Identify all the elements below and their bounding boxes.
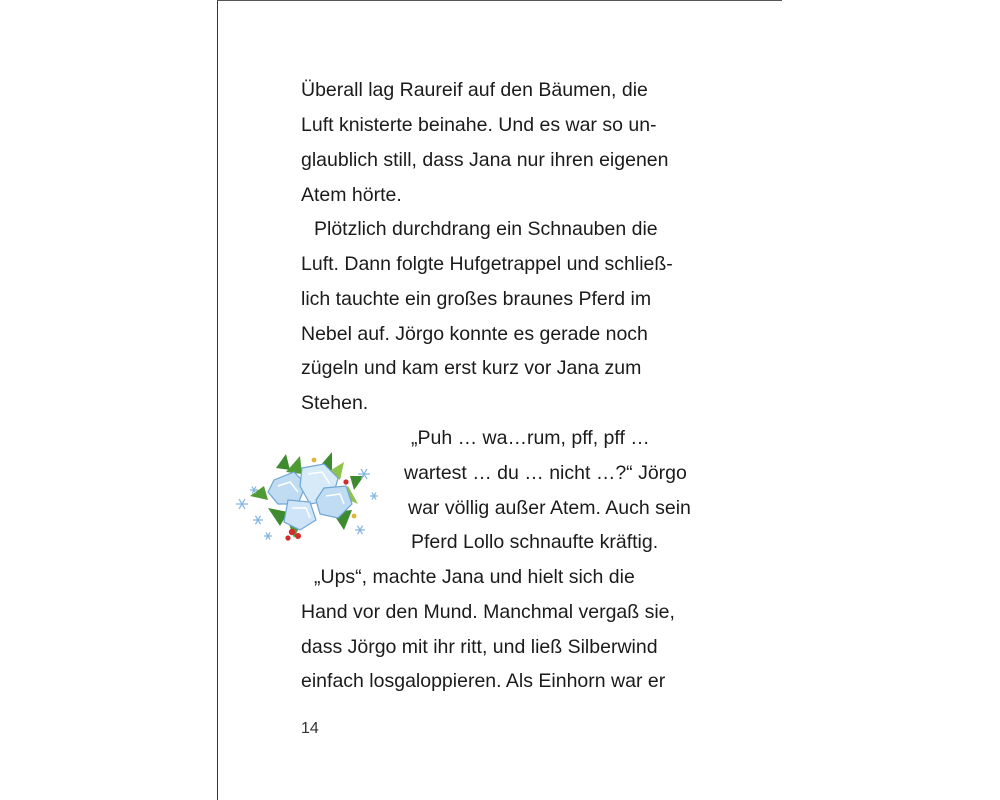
- text-line: wartest … du … nicht …?“ Jörgo: [404, 462, 687, 484]
- text-line: Luft. Dann folgte Hufgetrappel und schließ-: [301, 253, 673, 275]
- text-line: war völlig außer Atem. Auch sein: [408, 497, 691, 519]
- text-line: dass Jörgo mit ihr ritt, und ließ Silberwind: [301, 636, 658, 658]
- page-top-edge: [217, 0, 782, 1]
- text-line: „Puh … wa…rum, pff, pff …: [411, 427, 650, 449]
- page-left-edge: [217, 0, 218, 800]
- text-line: „Ups“, machte Jana und hielt sich die: [314, 566, 635, 588]
- text-line: lich tauchte ein großes braunes Pferd im: [301, 288, 652, 310]
- page-number: 14: [301, 720, 319, 737]
- text-line: Atem hörte.: [301, 184, 402, 206]
- text-line: zügeln und kam erst kurz vor Jana zum: [301, 357, 642, 379]
- text-line: Stehen.: [301, 392, 369, 414]
- text-line: Luft knisterte beinahe. Und es war so un-: [301, 114, 657, 136]
- text-line: Nebel auf. Jörgo konnte es gerade noch: [301, 323, 648, 345]
- text-line: glaublich still, dass Jana nur ihren eigenen: [301, 149, 669, 171]
- text-line: Hand vor den Mund. Manchmal vergaß sie,: [301, 601, 675, 623]
- snowflake-crystal-holly-ornament-icon: [228, 446, 388, 546]
- text-line: Pferd Lollo schnaufte kräftig.: [411, 531, 659, 553]
- text-line: Überall lag Raureif auf den Bäumen, die: [301, 79, 648, 101]
- text-line: Plötzlich durchdrang ein Schnauben die: [314, 218, 658, 240]
- text-line: einfach losgaloppieren. Als Einhorn war er: [301, 670, 666, 692]
